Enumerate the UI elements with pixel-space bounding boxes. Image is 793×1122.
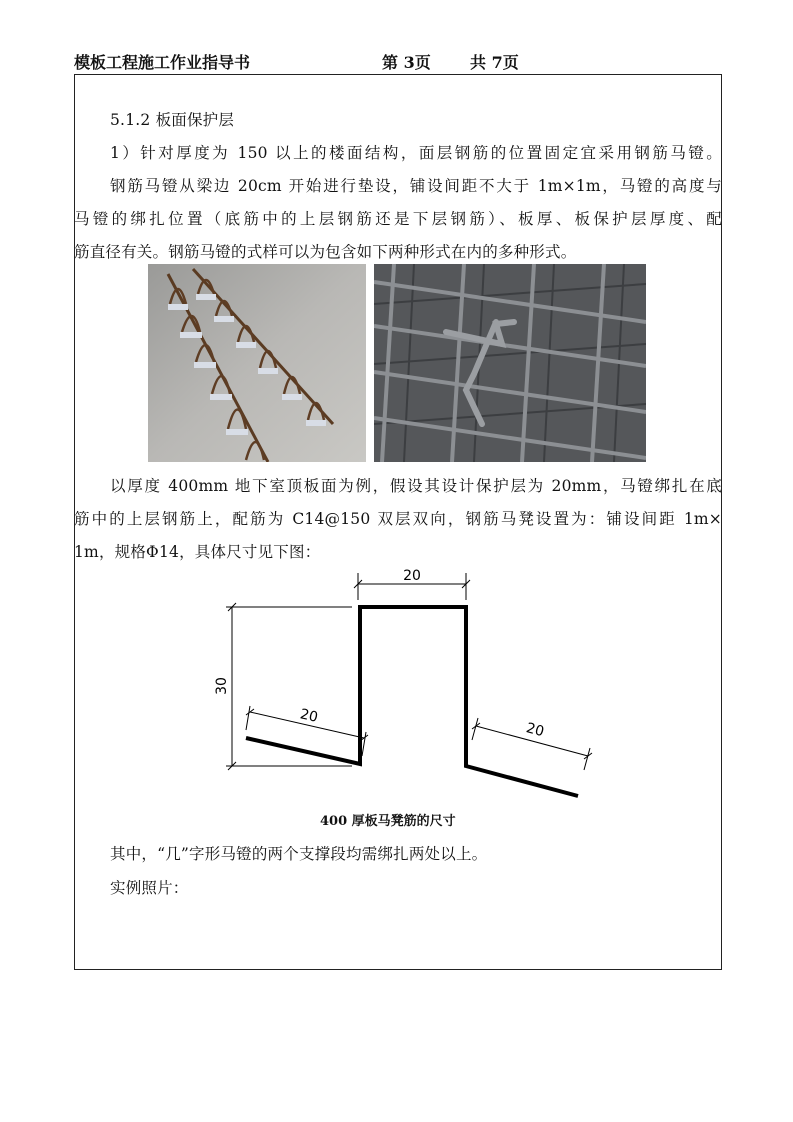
document-title: 模板工程施工作业指导书 [74, 53, 251, 72]
paragraph-5-line-1: 实例照片： [110, 879, 189, 897]
paragraph-3-line-3: 1m，规格Φ14，具体尺寸见下图： [74, 543, 321, 561]
paragraph-1-line-1: 1）针对厚度为 150 以上的楼面结构，面层钢筋的位置固定宜采用钢筋马镫。 [110, 144, 722, 162]
paragraph-3-line-2: 筋中的上层钢筋上，配筋为 C14@150 双层双向，钢筋马凳设置为：铺设间距 1m× [74, 510, 722, 528]
dim-top-label: 20 [403, 568, 421, 584]
paragraph-2-line-1: 钢筋马镫从梁边 20cm 开始进行垫设，铺设间距不大于 1m×1m，马镫的高度与 [110, 177, 722, 195]
figure-caption: 400 厚板马凳筋的尺寸 [320, 814, 456, 829]
chair-bar-shape [246, 607, 578, 796]
section-heading: 5.1.2 板面保护层 [110, 111, 235, 129]
page-number: 第 3页 [382, 53, 431, 72]
paragraph-2-line-2: 马镫的绑扎位置（底筋中的上层钢筋还是下层钢筋）、板厚、板保护层厚度、配 [74, 210, 722, 228]
paragraph-4-line-1: 其中，“几”字形马镫的两个支撑段均需绑扎两处以上。 [110, 845, 488, 863]
dim-right-leg-label: 20 [524, 720, 546, 741]
page-total: 共 7页 [470, 53, 519, 72]
dim-height-label: 30 [214, 677, 230, 695]
paragraph-3-line-1: 以厚度 400mm 地下室顶板面为例，假设其设计保护层为 20mm，马镫绑扎在底 [110, 477, 722, 495]
height-dimension-lines [226, 603, 352, 770]
dim-left-leg-label: 20 [298, 706, 320, 726]
paragraph-2-line-3: 筋直径有关。钢筋马镫的式样可以为包含如下两种形式在内的多种形式。 [74, 243, 577, 261]
